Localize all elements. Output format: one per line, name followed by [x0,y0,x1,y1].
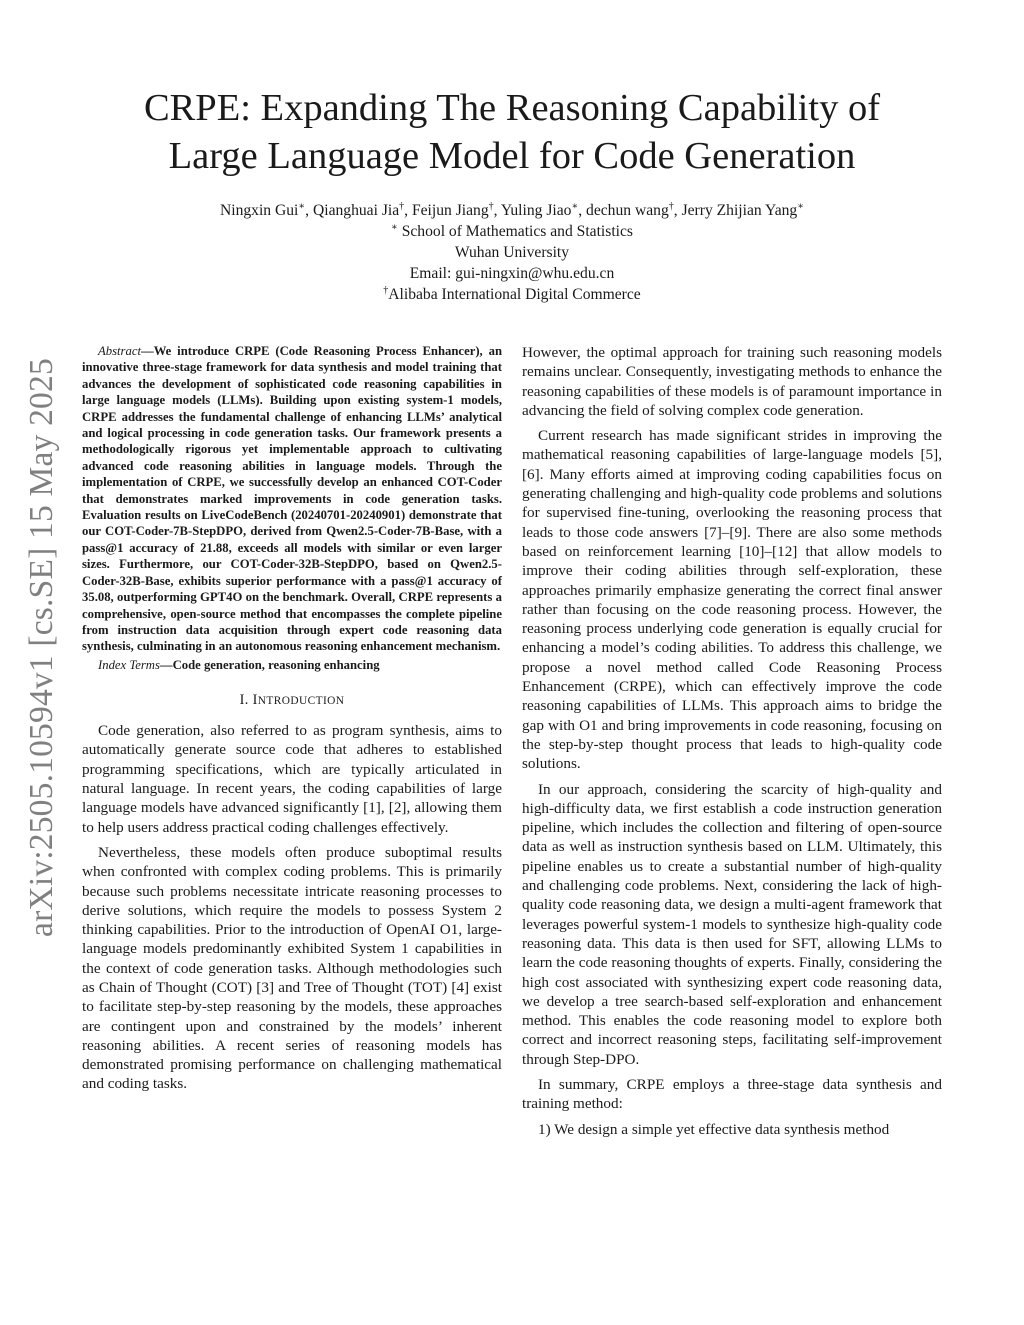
author-list: Ningxin Gui∗, Qianghuai Jia†, Feijun Jiang†, Yuling Jiao∗, dechun wang†, Jerry Zhijian Yang∗ [219,201,805,219]
abstract-text: —We introduce CRPE (Code Reasoning Process Enhancer), an innovative three-stage framework for data synthesis and model training that advances the development of sophisticated code reasoning capabilities in large language models (LLMs). Building upon existing system-1 models, CRPE addresses the fundamental challenge of enhancing LLMs’ analytical and logical processing in code generation tasks. Our framework presents a methodologically rigorous yet implementable approach to cultivating advanced code reasoning abilities in language models. Through the implementation of CRPE, we successfully develop an enhanced COT-Coder that demonstrates marked improvements in code generation tasks. Evaluation results on LiveCodeBench (20240701-20240901) demonstrate that our COT-Coder-7B-StepDPO, derived from Qwen2.5-Coder-7B-Base, with a pass@1 accuracy of 21.88, exceeds all models with similar or even larger sizes. Furthermore, our COT-Coder-32B-StepDPO, based on Qwen2.5-Coder-32B-Base, exhibits superior performance with a pass@1 accuracy of 35.08, outperforming GPT4O on the benchmark. Overall, CRPE represents a comprehensive, open-source method that encompasses the complete pipeline from instruction data acquisition through expert code reasoning data synthesis, culminating in an autonomous reasoning enhancement mechanism. [82,344,502,654]
affiliation-alibaba-name: Alibaba International Digital Commerce [388,286,641,303]
author-email: Email: gui-ningxin@whu.edu.cn [409,265,615,282]
affiliation-mark: ∗ [391,222,398,233]
arxiv-stamp: arXiv:2505.10594v1 [cs.SE] 15 May 2025 [23,358,60,938]
author-mark: † [488,201,494,212]
index-terms-text: —Code generation, reasoning enhancing [159,657,380,672]
affiliation-school-name: School of Mathematics and Statistics [401,223,633,240]
paragraph: In summary, CRPE employs a three-stage data synthesis and training method: [522,1075,942,1113]
list-item: 1) We design a simple yet effective data synthesis method [538,1120,890,1138]
section-initial: I [252,692,258,709]
author-name: dechun wang [586,202,669,219]
author-name: Yuling Jiao [500,202,572,219]
right-column [522,343,942,1139]
author-mark: ∗ [797,201,805,212]
abstract [82,343,502,655]
title-line-1: CRPE: Expanding The Reasoning Capability of [143,87,881,129]
title-line-2: Large Language Model for Code Generation [168,135,856,177]
abstract-label: Abstract [98,344,141,358]
author-mark: † [668,201,674,212]
author-mark: ∗ [298,201,306,212]
left-column [82,343,502,1100]
author-mark: ∗ [571,201,579,212]
paragraph: However, the optimal approach for training such reasoning models remains unclear. Consequently, investigating methods to enhance the reasoning capabilities of these models is of paramount importance in advancing the field of solving complex code generation. [522,344,942,419]
author-name: Jerry Zhijian Yang [681,202,798,219]
author-mark: † [399,201,405,212]
author-name: Ningxin Gui [219,202,299,219]
affiliation-school [80,221,944,242]
paragraph: Current research has made significant strides in improving the mathematical reasoning capabilities of large-language models [5], [6]. Many efforts aimed at improving coding capabilities focus on generating challenging and high-quality code problems and solutions for supervised fine-tuning, overlooking the reasoning process that leads to those code answers [7]–[9]. There are also some methods based on reinforcement learning [10]–[12] that allow models to improve their coding abilities through self-exploration, these approaches primarily emphasize generating the correct final answer rather than focusing on the code reasoning process. However, the reasoning process underlying code generation is equally crucial for enhancing a model’s coding abilities. To address this challenge, we propose a novel method called Code Reasoning Process Enhancement (CRPE), which can effectively improve the code reasoning capabilities of LLMs. This approach aims to bridge the gap with O1 and bring improvements in code reasoning, focusing on the step-by-step thought process that leads to high-quality code solutions. [522,427,942,773]
paragraph: In our approach, considering the scarcity of high-quality and high-difficulty data, we first establish a code instruction generation pipeline, which includes the collection and filtering of open-source data as well as instruction synthesis based on LLM. Ultimately, this pipeline enables us to create a substantial number of high-quality and challenging code problems. Next, considering the lack of high-quality code reasoning data, we design a multi-agent framework that leverages powerful system-1 models to synthesize high-quality code reasoning data. This data is then used for SFT, allowing LLMs to learn the code reasoning thoughts of experts. Finally, considering the high cost associated with synthesizing expert code reasoning data, we develop a tree search-based self-exploration and enhancement method. This enables the code reasoning model to explore both correct and incorrect reasoning steps, facilitating self-improvement through Step-DPO. [522,780,942,1068]
author-name: Qianghuai Jia [312,202,400,219]
paper-title [80,84,944,180]
affiliation-mark: † [383,285,389,296]
section-title-rest: NTRODUCTION [257,695,345,708]
index-terms [82,657,502,673]
author-name: Feijun Jiang [411,202,489,219]
author-block [80,200,944,305]
index-terms-label: Index Terms [98,657,160,672]
section-heading-introduction [82,690,502,711]
paragraph: Code generation, also referred to as program synthesis, aims to automatically generate source code that adheres to established programming specifications, which are typically articulated in natural language. In recent years, the coding capabilities of large language models have advanced significantly [1], [2], allowing them to help users address practical coding challenges effectively. [82,722,502,836]
affiliation-alibaba [80,284,944,305]
section-number: I. [239,692,253,709]
paragraph: Nevertheless, these models often produce suboptimal results when confronted with complex coding problems. This is primarily because such problems necessitate intricate reasoning processes to derive solutions, which require the models to possess System 2 thinking capabilities. Prior to the introduction of OpenAI O1, large-language models predominantly exhibited System 1 capabilities in the context of code generation tasks. Although methodologies such as Chain of Thought (COT) [3] and Tree of Thought (TOT) [4] exist to facilitate step-by-step reasoning by the models, these approaches are contingent upon and constrained by the models’ inherent reasoning abilities. A recent series of reasoning models has demonstrated promising performance on challenging mathematical and coding tasks. [82,843,502,1093]
affiliation-university: Wuhan University [454,244,570,261]
